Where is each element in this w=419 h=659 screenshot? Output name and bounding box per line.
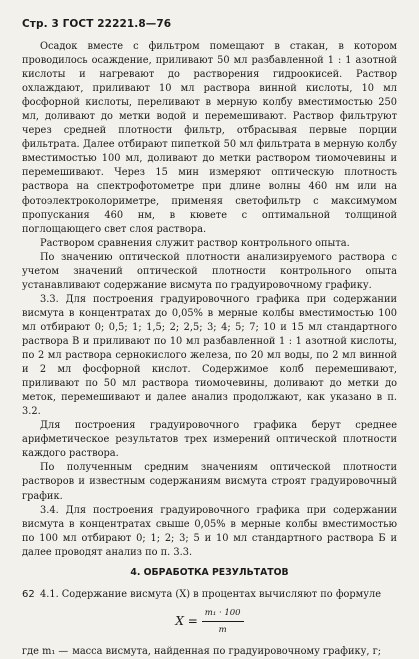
formula [22, 606, 397, 637]
formula-legend [22, 645, 397, 659]
legend-symbol: где m₁ — [22, 645, 69, 657]
formula-intro: 4.1. Содержание висмута (X) в процентах вычисляют по формуле [40, 588, 382, 600]
formula-fraction [202, 606, 244, 637]
page-header: Стр. 3 ГОСТ 22221.8—76 [22, 18, 172, 30]
legend-description: масса висмута, найденная по градуировочному графику, г; [72, 645, 382, 657]
paragraph: Раствором сравнения служит раствор контрольного опыта. [40, 237, 350, 249]
paragraph: Для построения градуировочного графика берут среднее арифметическое результатов трех измерений оптической плотности каждого раствора. [22, 420, 397, 460]
page-number: 62 [22, 589, 35, 600]
formula-lhs: X = [175, 614, 198, 629]
formula-numerator: m₁ · 100 [202, 606, 244, 622]
paragraph: Осадок вместе с фильтром помещают в стакан, в котором проводилось осаждение, приливают 50 мл разбавленной 1 : 1 азотной кислоты и нагревают до растворения гидроокисей. Раствор охлаждают, приливают 10 мл раствора винной кислоты, 10 мл фосфорной кислоты, переливают в мерную колбу вместимостью 250 мл, доливают до метки водой и перемешивают. Раствор фильтруют через средней плотности фильтр, отбрасывая первые порции фильтрата. Далее отбирают пипеткой 50 мл фильтрата в мерную колбу вместимостью 100 мл, доливают до метки раствором тиомочевины и перемешивают. Через 15 мин измеряют оптическую плотность раствора на спектрофотометре при длине волны 460 нм или на фотоэлектроколориметре, применяя светофильтр с максимумом пропускания 460 нм, в кювете с оптимальной толщиной поглощающего свет слоя раствора. [22, 41, 397, 235]
paragraph: 3.3. Для построения градуировочного графика при содержании висмута в концентратах до 0,05% в мерные колбы вместимостью 100 мл отбирают 0; 0,5; 1; 1,5; 2; 2,5; 3; 4; 5; 7; 10 и 15 мл стандартного раствора В и приливают по 10 мл разбавленной 1 : 1 азотной кислоты, по 2 мл раствора сернокислого железа, по 20 мл воды, по 2 мл винной и 2 мл фосфорной кислот. Содержимое колб перемешивают, приливают по 50 мл раствора тиомочевины, доливают до метки до меток, перемешивают и далее анализ продолжают, как указано в п. 3.2. [22, 293, 397, 418]
paragraph: 3.4. Для построения градуировочного графика при содержании висмута в концентратах свыше 0,05% в мерные колбы вместимостью по 100 мл отбирают 0; 1; 2; 3; 5 и 10 мл стандартного раствора Б и далее проводят анализ по п. 3.3. [22, 504, 397, 558]
section-title: 4. ОБРАБОТКА РЕЗУЛЬТАТОВ [130, 566, 289, 578]
document-body [22, 40, 397, 659]
formula-denominator: m [218, 624, 227, 635]
paragraph: По значению оптической плотности анализируемого раствора с учетом значений оптической плотности контрольного опыта устанавливают содержание висмута по градуировочному графику. [22, 251, 397, 291]
paragraph: По полученным средним значениям оптической плотности растворов и известным содержаниям висмута строят градуировочный график. [22, 462, 397, 502]
